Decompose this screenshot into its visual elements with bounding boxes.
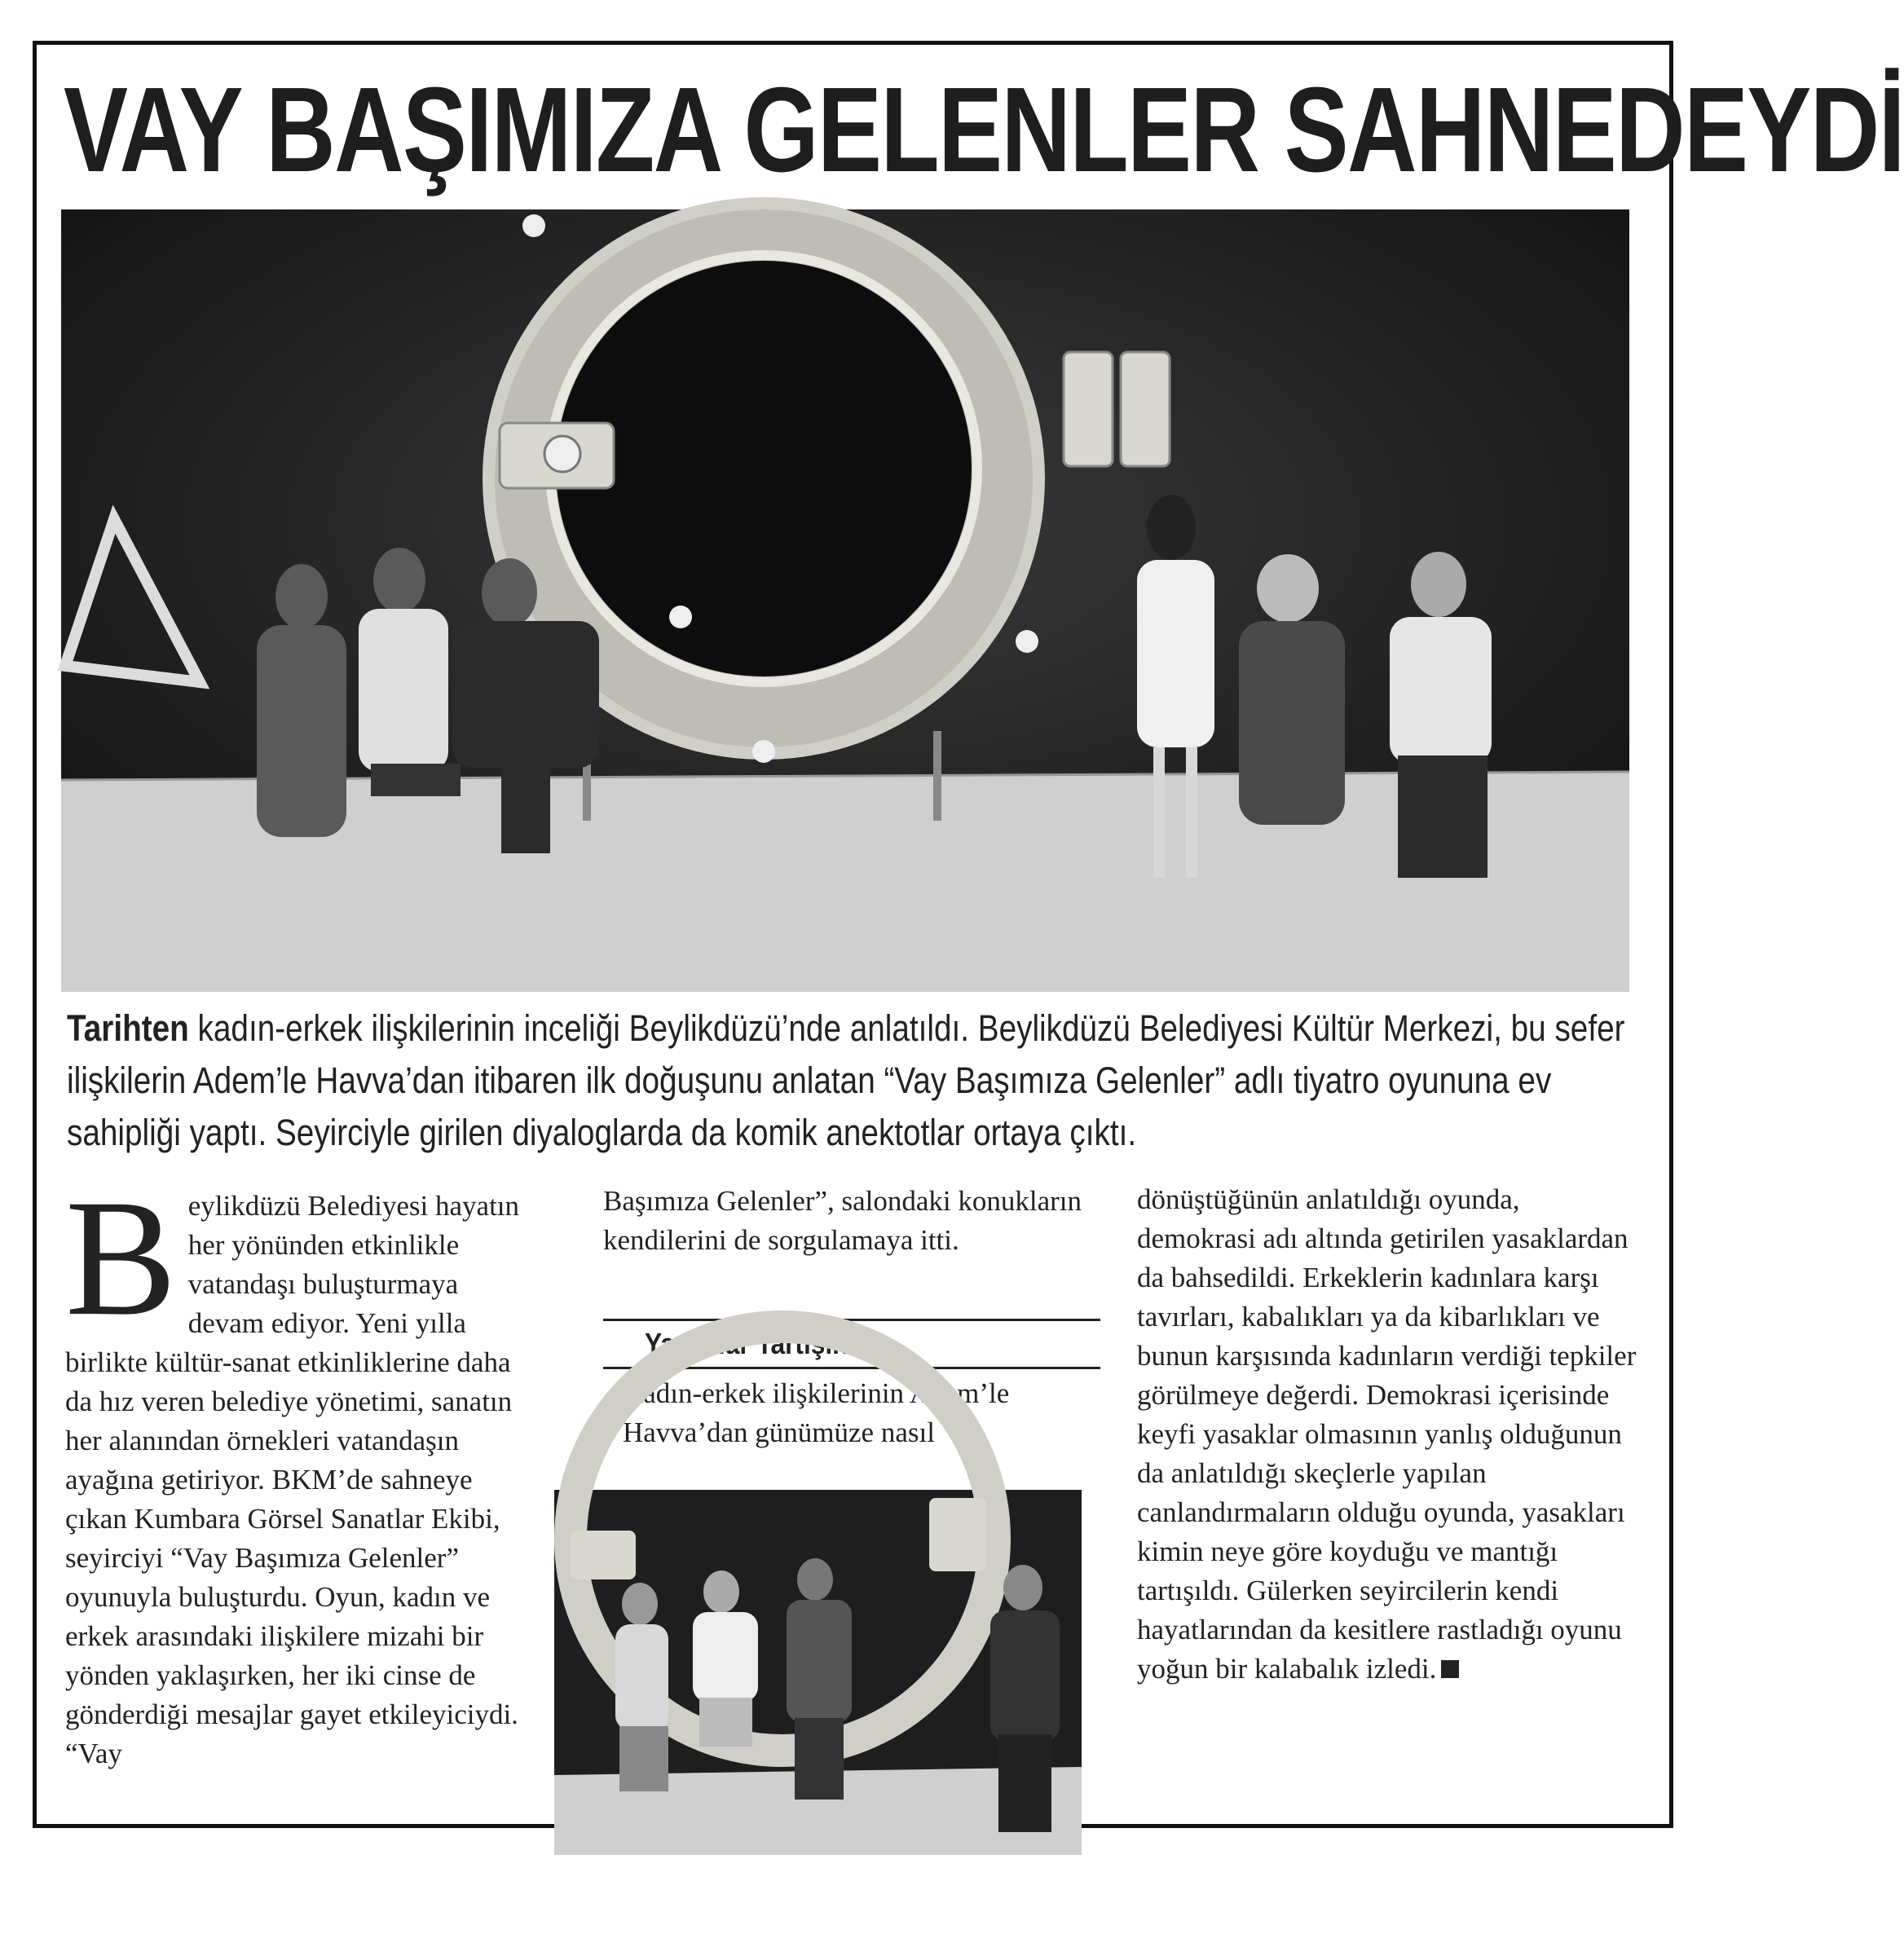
column-2-text-b: Kadın-erkek ilişkilerinin Adem’le Havva’dan günümüze nasıl [623, 1377, 1010, 1448]
main-stage-photo [61, 209, 1629, 992]
stage-scene-illustration [61, 209, 1629, 992]
drop-cap: B [65, 1165, 177, 1350]
subhead: Yasaklar Tartışıldı [645, 1327, 863, 1360]
column-3-text: dönüştüğünün anlatıldığı oyunda, demokrasi adı altında getirilen yasaklardan da bahsedildi. Erkeklerin kadınlara karşı tavırları, kabalıkları ya da kibarlıkları ve bunun karşısında kadınların verdiği tepkiler görülmeye değerdi. Demokrasi içerisinde keyfi yasaklar olmasının yanlış olduğunun da anlatıldığı skeçlerle yapılan canlandırmaların olduğu oyunda, yasakları kimin neye göre koyduğu ve mantığı tartışıldı. Gülerken seyircilerin kendi hayatlarından da kesitlere rastladığı oyunu yoğun bir kalabalık izledi. [1137, 1183, 1637, 1685]
secondary-stage-photo [554, 1490, 1082, 1855]
column-3 [1137, 1180, 1638, 1689]
column-1 [65, 1165, 534, 1773]
column-2 [603, 1182, 1084, 1260]
headline: VAY BAŞIMIZA GELENLER SAHNEDEYDİ [64, 63, 1904, 197]
secondary-scene-illustration [554, 1490, 1082, 1855]
column-1-text: eylikdüzü Belediyesi hayatın her yönünden etkinlikle vatandaşı buluşturmaya devam ediyor. Yeni yılla birlikte kültür-sanat etkinliklerine daha da hız veren belediye yönetimi, sanatın her alanından örnekleri vatandaşın ayağına getiriyor. BKM’de sahneye çıkan Kumbara Görsel Sanatlar Ekibi, seyirciyi “Vay Başımıza Gelenler” oyunuyla buluşturdu. Oyun, kadın ve erkek arasındaki ilişkilere mizahi bir yönden yaklaşırken, her iki cinse de gönderdiği mesajlar gayet etkileyiciydi. “Vay [65, 1190, 520, 1769]
lead-text: kadın-erkek ilişkilerinin inceliği Beylikdüzü’nde anlatıldı. Beylikdüzü Belediyesi Kültür Merkezi, bu sefer ilişkilerin Adem’le Havva’dan itibaren ilk doğuşunu anlatan “Vay Başımıza Gelenler” adlı tiyatro oyununa ev sahipliği yaptı. Seyirciyle girilen diyaloglarda da komik anektotlar ortaya çıktı. [67, 1007, 1625, 1153]
lead-bold-word: Tarihten [67, 1007, 189, 1049]
column-2-text: Başımıza Gelenler”, salondaki konukların kendilerini de sorgulamaya itti. [603, 1185, 1082, 1256]
end-mark-icon [1441, 1660, 1459, 1678]
lead-paragraph [67, 1002, 1630, 1159]
